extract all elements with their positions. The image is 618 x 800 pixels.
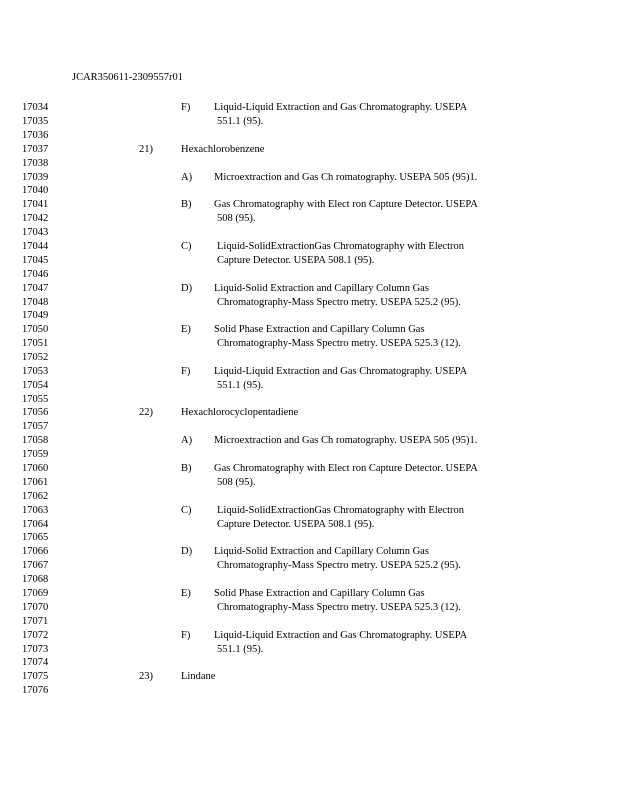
item-label: C) [181, 241, 192, 252]
item-text-line: Capture Detector. USEPA 508.1 (95). [217, 255, 375, 266]
item-text-line: Gas Chromatography with Elect ron Capture Detector. USEPA [214, 199, 478, 210]
line-number: 17072 [22, 630, 49, 641]
line-number: 17035 [22, 116, 49, 127]
item-text-line: 551.1 (95). [217, 380, 264, 391]
line-number: 17063 [22, 505, 49, 516]
item-label: B) [181, 463, 192, 474]
item-label: F) [181, 102, 191, 113]
section-number: 22) [139, 407, 153, 418]
section-title: Lindane [181, 671, 216, 682]
item-label: B) [181, 199, 192, 210]
line-number: 17054 [22, 380, 49, 391]
document-header: JCAR350611-2309557r01 [72, 72, 184, 83]
section-title: Hexachlorobenzene [181, 144, 265, 155]
line-number: 17046 [22, 269, 49, 280]
item-text-line: 551.1 (95). [217, 644, 264, 655]
line-number: 17059 [22, 449, 49, 460]
item-text-line: Chromatography-Mass Spectro metry. USEPA 525.3 (12). [217, 602, 461, 613]
line-number: 17034 [22, 102, 49, 113]
line-number: 17055 [22, 394, 49, 405]
line-number: 17058 [22, 435, 49, 446]
item-text-line: 551.1 (95). [217, 116, 264, 127]
item-label: C) [181, 505, 192, 516]
item-text-line: 508 (95). [217, 213, 256, 224]
line-number: 17067 [22, 560, 49, 571]
line-number: 17049 [22, 310, 49, 321]
line-number: 17039 [22, 172, 49, 183]
item-text-line: Capture Detector. USEPA 508.1 (95). [217, 519, 375, 530]
line-number: 17050 [22, 324, 49, 335]
line-number: 17069 [22, 588, 49, 599]
line-number: 17073 [22, 644, 49, 655]
line-number: 17048 [22, 297, 49, 308]
line-number: 17057 [22, 421, 49, 432]
item-text-line: Liquid-Liquid Extraction and Gas Chromatography. USEPA [214, 366, 468, 377]
line-number: 17066 [22, 546, 49, 557]
item-label: E) [181, 324, 191, 335]
item-text-line: 508 (95). [217, 477, 256, 488]
item-text-line: Microextraction and Gas Ch romatography. USEPA 505 (95)1. [214, 172, 478, 183]
item-label: F) [181, 366, 191, 377]
line-number: 17071 [22, 616, 49, 627]
line-number: 17065 [22, 532, 49, 543]
line-number: 17045 [22, 255, 49, 266]
line-number: 17040 [22, 185, 49, 196]
line-number: 17043 [22, 227, 49, 238]
item-text-line: Solid Phase Extraction and Capillary Column Gas [214, 324, 425, 335]
item-text-line: Liquid-Solid Extraction and Capillary Column Gas [214, 546, 429, 557]
line-number: 17052 [22, 352, 49, 363]
line-number: 17060 [22, 463, 49, 474]
line-number: 17037 [22, 144, 49, 155]
item-label: D) [181, 546, 193, 557]
line-number: 17075 [22, 671, 49, 682]
line-number: 17041 [22, 199, 49, 210]
line-number: 17068 [22, 574, 49, 585]
line-number: 17051 [22, 338, 49, 349]
item-text-line: Chromatography-Mass Spectro metry. USEPA 525.2 (95). [217, 297, 461, 308]
item-text-line: Liquid-SolidExtractionGas Chromatography with Electron [217, 505, 464, 516]
item-label: A) [181, 435, 193, 446]
line-number: 17056 [22, 407, 49, 418]
item-label: F) [181, 630, 191, 641]
line-number: 17064 [22, 519, 49, 530]
item-text-line: Liquid-SolidExtractionGas Chromatography with Electron [217, 241, 464, 252]
line-number: 17076 [22, 685, 49, 696]
line-number: 17044 [22, 241, 49, 252]
item-label: E) [181, 588, 191, 599]
item-text-line: Liquid-Liquid Extraction and Gas Chromatography. USEPA [214, 102, 468, 113]
line-number: 17061 [22, 477, 49, 488]
line-number: 17036 [22, 130, 49, 141]
section-number: 21) [139, 144, 153, 155]
item-label: A) [181, 172, 193, 183]
section-title: Hexachlorocyclopentadiene [181, 407, 299, 418]
item-text-line: Chromatography-Mass Spectro metry. USEPA 525.3 (12). [217, 338, 461, 349]
item-text-line: Liquid-Liquid Extraction and Gas Chromatography. USEPA [214, 630, 468, 641]
line-number: 17047 [22, 283, 49, 294]
line-number: 17038 [22, 158, 49, 169]
item-text-line: Chromatography-Mass Spectro metry. USEPA 525.2 (95). [217, 560, 461, 571]
section-number: 23) [139, 671, 153, 682]
line-number: 17070 [22, 602, 49, 613]
line-number: 17062 [22, 491, 49, 502]
item-text-line: Gas Chromatography with Elect ron Capture Detector. USEPA [214, 463, 478, 474]
item-text-line: Liquid-Solid Extraction and Capillary Column Gas [214, 283, 429, 294]
line-number: 17053 [22, 366, 49, 377]
line-number: 17042 [22, 213, 49, 224]
item-text-line: Microextraction and Gas Ch romatography. USEPA 505 (95)1. [214, 435, 478, 446]
item-text-line: Solid Phase Extraction and Capillary Column Gas [214, 588, 425, 599]
item-label: D) [181, 283, 193, 294]
line-number: 17074 [22, 657, 49, 668]
